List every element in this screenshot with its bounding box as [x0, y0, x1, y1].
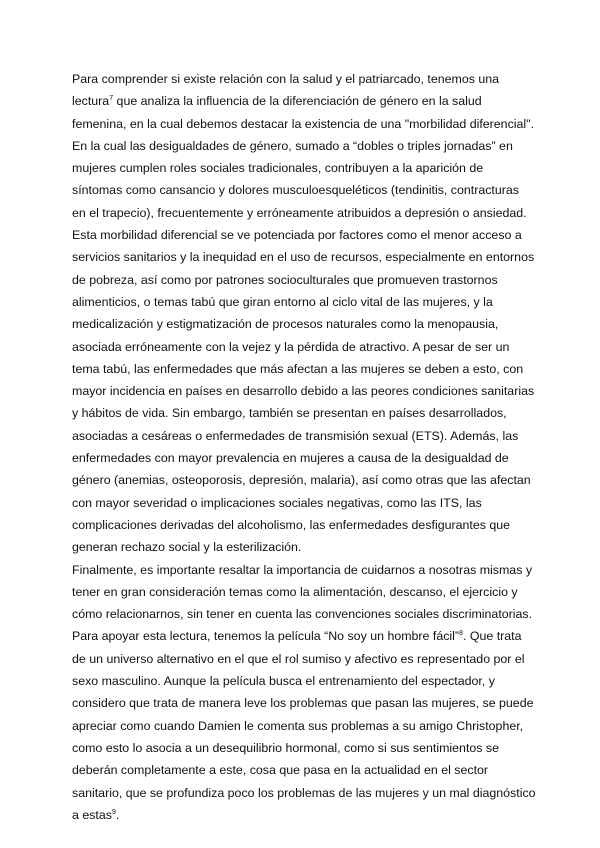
paragraph-text: que analiza la influencia de la diferenciación de género en la salud femenina, en la cual debemos destacar la existencia de una "morbilidad diferencial". En la cual las desigualdades de género, sumado a “dobles o triples jornadas” en mujeres cumplen roles sociales tradicionales, contribuyen a la aparición de síntomas como cansancio y dolores musculoesqueléticos (tendinitis, contracturas en el trapecio), frecuentemente y erróneamente atribuidos a depresión o ansiedad. Esta morbilidad diferencial se ve potenciada por factores como el menor acceso a servicios sanitarios y la inequidad en el uso de recursos, especialmente en entornos de pobreza, así como por patrones socioculturales que promueven trastornos alimenticios, o temas tabú que giran entorno al ciclo vital de las mujeres, y la medicalización y estigmatización de procesos naturales como la menopausia, asociada erróneamente con la vejez y la pérdida de atractivo. A pesar de ser un tema tabú, las enfermedades que más afectan a las mujeres se deben a esto, con mayor incidencia en países en desarrollo debido a las peores condiciones sanitarias y hábitos de vida. Sin embargo, también se presentan en países desarrollados, asociadas a cesáreas o enfermedades de transmisión sexual (ETS). Además, las enfermedades con mayor prevalencia en mujeres a causa de la desigualdad de género (anemias, osteoporosis, depresión, malaria), así como otras que las afectan con mayor severidad o implicaciones sociales negativas, como las ITS, las complicaciones derivadas del alcoholismo, las enfermedades desfigurantes que generan rechazo social y la esterilización.: [72, 94, 535, 555]
footnote-ref: 7: [109, 95, 114, 103]
footnote-ref: 9: [111, 808, 116, 816]
footnote-ref: 8: [459, 630, 463, 638]
paragraph-conclusion: [72, 559, 536, 827]
paragraph-text: Finalmente, es importante resaltar la importancia de cuidarnos a nosotras mismas y tener en gran consideración temas como la alimentación, descanso, el ejercicio y cómo relacionarnos, sin tener en cuenta las convenciones sociales discriminatorias. Para apoyar esta lectura, tenemos la película “No soy un hombre fácil”: [72, 562, 533, 644]
paragraph-text: .: [115, 807, 120, 822]
paragraph-text: Para comprender si existe relación con la salud y el patriarcado, tenemos una lectura: [72, 72, 500, 109]
paragraph-text: . Que trata de un universo alternativo en el que el rol sumiso y afectivo es representado por el sexo masculino. Aunque la película busca el entrenamiento del espectador, y considero que trata de manera leve los problemas que pasan las mujeres, se puede apreciar como cuando Damien le comenta sus problemas a su amigo Christopher, como esto lo asocia a un desequilibrio hormonal, como si sus sentimientos se deberán completamente a este, cosa que pasa en la actualidad en el sector sanitario, que se profundiza poco los problemas de las mujeres y un mal diagnóstico a estas: [72, 629, 536, 822]
paragraph-health-patriarchy: [72, 68, 536, 559]
body-text: [72, 68, 536, 826]
